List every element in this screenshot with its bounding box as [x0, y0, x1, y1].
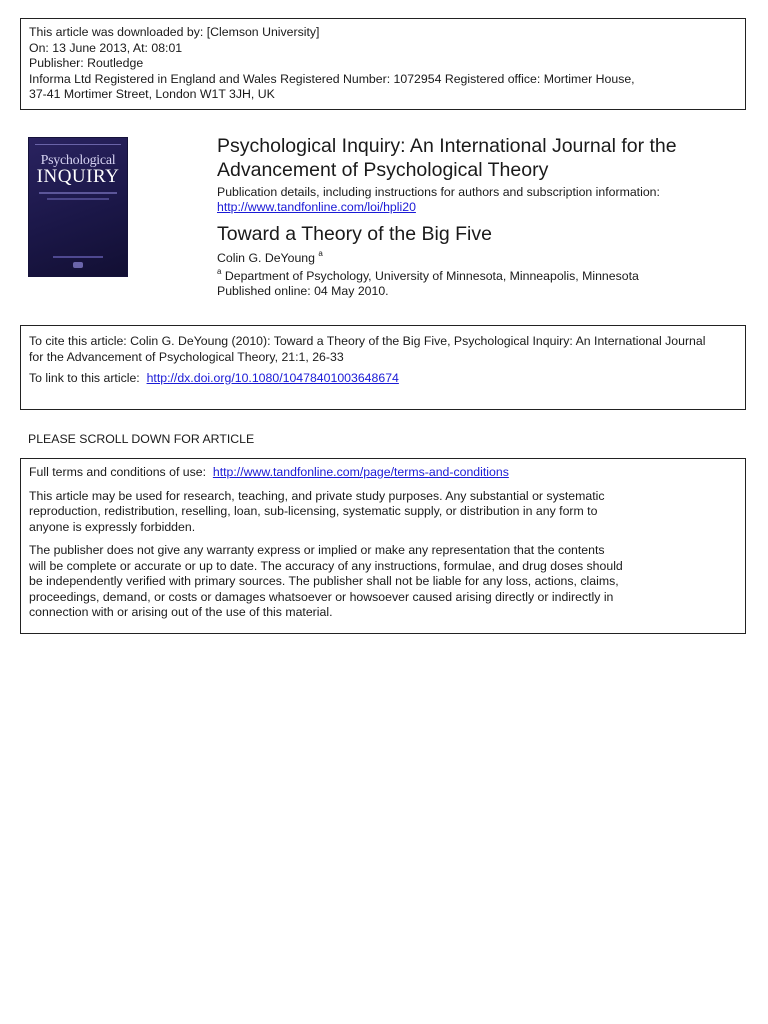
author-affiliation-marker: a: [318, 249, 323, 258]
journal-cover-image: [29, 138, 127, 276]
author-name: Colin G. DeYoung: [217, 251, 315, 265]
affiliation-text: Department of Psychology, University of Minnesota, Minneapolis, Minnesota: [224, 269, 639, 283]
cover-footer-bar: [53, 256, 103, 258]
usage-paragraph: [29, 489, 737, 536]
terms-box: [20, 458, 746, 634]
cover-subtitle-bar: [39, 192, 117, 194]
article-link-label: To link to this article:: [29, 371, 140, 385]
terms-row: [29, 465, 737, 481]
journal-title-line2: Advancement of Psychological Theory: [217, 159, 549, 181]
usage-line: anyone is expressly forbidden.: [29, 519, 196, 534]
publication-details-text: Publication details, including instructions for authors and subscription information:: [217, 185, 660, 199]
journal-title: [217, 134, 757, 182]
disclaimer-line: connection with or arising out of the use of this material.: [29, 605, 333, 619]
address-line: 37-41 Mortimer Street, London W1T 3JH, UK: [29, 87, 275, 101]
terms-label: Full terms and conditions of use:: [29, 465, 207, 479]
disclaimer-paragraph: [29, 543, 737, 621]
disclaimer-line: The publisher does not give any warranty express or implied or make any representation that the contents: [29, 543, 605, 557]
terms-link[interactable]: http://www.tandfonline.com/page/terms-and-conditions: [212, 465, 509, 479]
doi-link[interactable]: http://dx.doi.org/10.1080/10478401003648674: [146, 371, 399, 385]
article-info: [217, 134, 757, 299]
citation-line1: To cite this article: Colin G. DeYoung (2010): Toward a Theory of the Big Five, Psychological Inquiry: An International Journal: [29, 334, 706, 348]
article-title: Toward a Theory of the Big Five: [217, 223, 492, 245]
affiliation-line: [217, 269, 757, 284]
journal-url-link[interactable]: http://www.tandfonline.com/loi/hpli20: [217, 200, 416, 214]
download-date-line: On: 13 June 2013, At: 08:01: [29, 40, 183, 55]
citation-box: [20, 325, 746, 410]
publisher-logo-icon: [73, 262, 83, 268]
article-link-row: [29, 371, 737, 387]
journal-title-line1: Psychological Inquiry: An International Journal for the: [217, 135, 677, 157]
affiliation-marker: a: [217, 267, 222, 276]
registration-line: Informa Ltd Registered in England and Wales Registered Number: 1072954 Registered office: Mortimer House,: [29, 71, 635, 86]
publisher-line: Publisher: Routledge: [29, 56, 144, 70]
download-info-box: [20, 18, 746, 110]
cover-rule: [35, 144, 121, 148]
citation-line2: for the Advancement of Psychological Theory, 21:1, 26-33: [29, 349, 344, 364]
usage-line: This article may be used for research, teaching, and private study purposes. Any substantial or systematic: [29, 488, 605, 503]
disclaimer-line: be independently verified with primary sources. The publisher shall not be liable for any loss, actions, claims,: [29, 574, 619, 588]
scroll-down-notice: PLEASE SCROLL DOWN FOR ARTICLE: [28, 432, 255, 446]
cover-subtitle-bar: [47, 198, 109, 200]
cover-title-line1: Psychological: [40, 153, 116, 168]
usage-line: reproduction, redistribution, reselling, loan, sub-licensing, systematic supply, or distribution in any form to: [29, 504, 598, 518]
disclaimer-line: will be complete or accurate or up to date. The accuracy of any instructions, formulae, and drug doses should: [29, 558, 623, 573]
publication-details: [217, 185, 757, 215]
download-info-line: This article was downloaded by: [Clemson University]: [29, 25, 320, 39]
published-date: Published online: 04 May 2010.: [217, 284, 389, 298]
disclaimer-line: proceedings, demand, or costs or damages whatsoever or howsoever caused arising directly or indirectly in: [29, 589, 614, 604]
author-line: [217, 251, 757, 266]
cover-title-line2: INQUIRY: [36, 166, 120, 187]
